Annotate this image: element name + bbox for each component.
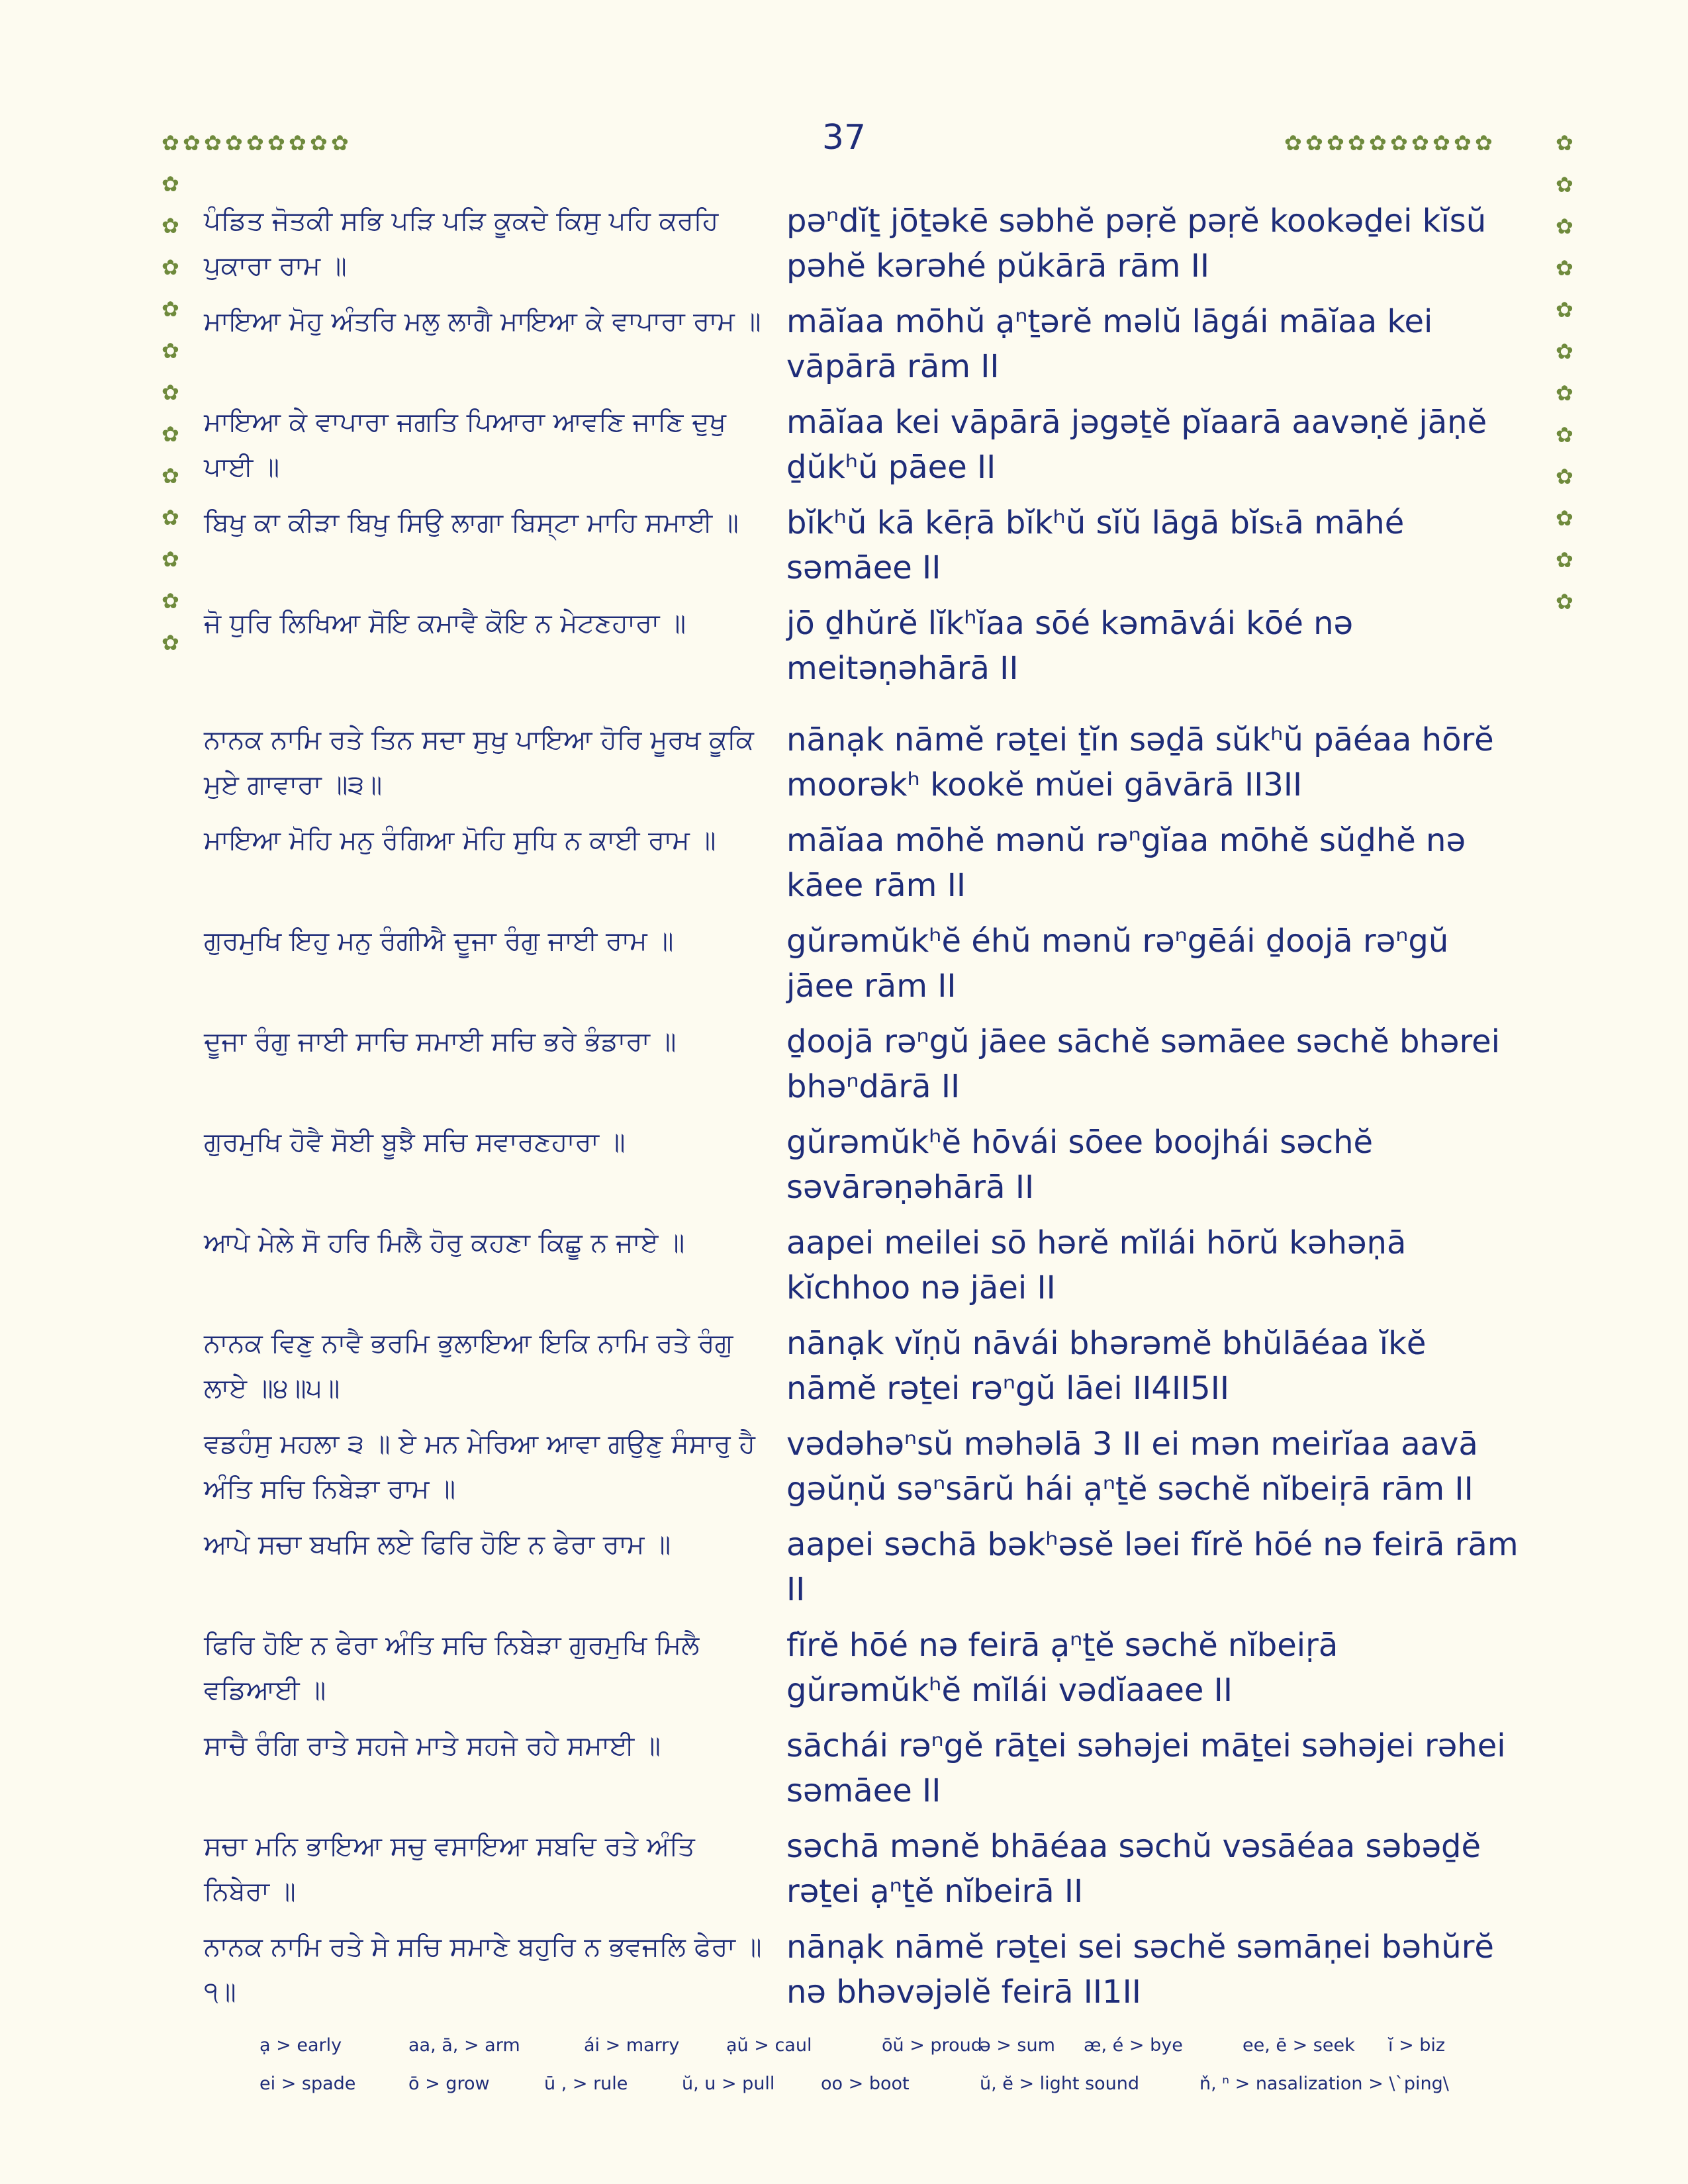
- gurmukhi-text: ਗੁਰਮੁਖਿ ਇਹੁ ਮਨੁ ਰੰਗੀਐ ਦੂਜਾ ਰੰਗੁ ਜਾਈ ਰਾਮ ॥: [204, 926, 674, 956]
- legend-item: ạ > early: [259, 2035, 342, 2056]
- transliteration-text: fĭrĕ hōé nə feirā ạⁿṯĕ səchĕ nĭbeiṛā gŭrəmŭkʰĕ mĭlái vədĭaaee II: [786, 1627, 1338, 1709]
- flower-ornament-icon: ✿: [1305, 130, 1323, 156]
- flower-ornament-icon: ✿: [204, 130, 222, 156]
- transliteration-text: aapei səchā bəkʰəsĕ ləei fĭrĕ hōé nə feirā rām II: [786, 1526, 1519, 1608]
- verse-row: [204, 1522, 1521, 1612]
- transliteration-text: māĭaa mōhŭ ạⁿṯərĕ məlŭ lāgái māĭaa kei vāpārā rām II: [786, 303, 1433, 385]
- verse-row: [204, 199, 1521, 289]
- gurmukhi-text: ਨਾਨਕ ਨਾਮਿ ਰਤੇ ਸੇ ਸਚਿ ਸਮਾਣੇ ਬਹੁਰਿ ਨ ਭਵਜਲਿ ਫੇਰਾ ॥੧॥: [204, 1932, 762, 2007]
- transliteration-text: gŭrəmŭkʰĕ hōvái sōee boojhái səchĕ səvārəṇəhārā II: [786, 1124, 1374, 1206]
- legend-item: ō > grow: [408, 2073, 490, 2094]
- legend-item: oo > boot: [821, 2073, 910, 2094]
- flower-ornament-icon: ✿: [162, 255, 179, 280]
- gurmukhi-text: ਮਾਇਆ ਮੋਹੁ ਅੰਤਰਿ ਮਲੁ ਲਾਗੈ ਮਾਇਆ ਕੇ ਵਾਪਾਰਾ ਰਾਮ ॥: [204, 306, 761, 337]
- flower-ornament-icon: ✿: [1556, 464, 1573, 489]
- transliteration-text: səchā mənĕ bhāéaa səchŭ vəsāéaa səbəḏĕ rəṯei ạⁿṯĕ nĭbeirā II: [786, 1828, 1481, 1910]
- gurmukhi-text: ਸਚਾ ਮਨਿ ਭਾਇਆ ਸਚੁ ਵਸਾਇਆ ਸਬਦਿ ਰਤੇ ਅੰਤਿ ਨਿਬੇਰਾ ॥: [204, 1831, 695, 1907]
- verse-row: [204, 601, 1521, 691]
- flower-ornament-icon: ✿: [225, 130, 243, 156]
- flower-ornament-icon: ✿: [331, 130, 349, 156]
- flower-ornament-icon: ✿: [1556, 297, 1573, 322]
- flower-ornament-icon: ✿: [267, 130, 285, 156]
- flower-ornament-icon: ✿: [162, 588, 179, 614]
- flower-ornament-icon: ✿: [1348, 130, 1366, 156]
- gurmukhi-text: ਦੂਜਾ ਰੰਗੁ ਜਾਈ ਸਾਚਿ ਸਮਾਈ ਸਚਿ ਭਰੇ ਭੰਡਾਰਾ ॥: [204, 1026, 677, 1057]
- flower-ornament-icon: ✿: [162, 422, 179, 447]
- verse-row: [204, 1824, 1521, 1914]
- verse-row: [204, 1623, 1521, 1713]
- transliteration-text: gŭrəmŭkʰĕ éhŭ mənŭ rəⁿgēái ḏoojā rəⁿgŭ jāee rām II: [786, 923, 1449, 1005]
- flower-ornament-icon: ✿: [1556, 381, 1573, 406]
- flower-ornament-icon: ✿: [1556, 506, 1573, 531]
- flower-ornament-icon: ✿: [246, 130, 264, 156]
- flower-ornament-icon: ✿: [1556, 422, 1573, 447]
- flower-ornament-icon: ✿: [162, 630, 179, 655]
- gurmukhi-text: ਫਿਰਿ ਹੋਇ ਨ ਫੇਰਾ ਅੰਤਿ ਸਚਿ ਨਿਬੇੜਾ ਗੁਰਮੁਖਿ ਮਿਲੈ ਵਡਿਆਈ ॥: [204, 1630, 700, 1706]
- flower-ornament-icon: ✿: [1556, 589, 1573, 614]
- page-number: 37: [821, 118, 867, 158]
- flower-ornament-icon: ✿: [1284, 130, 1302, 156]
- flower-ornament-icon: ✿: [162, 505, 179, 530]
- gurmukhi-text: ਆਪੇ ਸਚਾ ਬਖਸਿ ਲਏ ਫਿਰਿ ਹੋਇ ਨ ਫੇਰਾ ਰਾਮ ॥: [204, 1529, 671, 1560]
- flower-ornament-icon: ✿: [162, 171, 179, 197]
- flower-ornament-icon: ✿: [162, 296, 179, 322]
- legend-item: ōŭ > proud: [882, 2035, 982, 2056]
- transliteration-text: ḏoojā rəⁿgŭ jāee sāchĕ səmāee səchĕ bhərei bhəⁿdārā II: [786, 1023, 1500, 1105]
- legend-row: [259, 2073, 1517, 2112]
- verse-row: [204, 400, 1521, 490]
- verse-row: [204, 919, 1521, 1009]
- verse-row: [204, 1723, 1521, 1813]
- legend-item: ee, ē > seek: [1243, 2035, 1355, 2056]
- flower-ornament-icon: ✿: [1556, 255, 1573, 281]
- verse-row: [204, 1925, 1521, 2015]
- flower-ornament-icon: ✿: [1390, 130, 1408, 156]
- legend-item: ə > sum: [980, 2035, 1055, 2056]
- flower-ornament-icon: ✿: [1556, 130, 1573, 156]
- verse-row: [204, 1321, 1521, 1411]
- gurmukhi-text: ਵਡਹੰਸੁ ਮਹਲਾ ੩ ॥ ਏ ਮਨ ਮੇਰਿਆ ਆਵਾ ਗਉਣੁ ਸੰਸਾਰੁ ਹੈ ਅੰਤਿ ਸਚਿ ਨਿਬੇੜਾ ਰਾਮ ॥: [204, 1429, 755, 1504]
- legend-item: ái > marry: [584, 2035, 680, 2056]
- gurmukhi-text: ਜੋ ਧੁਰਿ ਲਿਖਿਆ ਸੋਇ ਕਮਾਵੈ ਕੋਇ ਨ ਮੇਟਣਹਾਰਾ ॥: [204, 608, 686, 639]
- legend-item: ū , > rule: [544, 2073, 628, 2094]
- transliteration-text: māĭaa kei vāpārā jəgəṯĕ pĭaarā aavəṇĕ jāṇĕ ḏŭkʰŭ pāee II: [786, 404, 1487, 486]
- verse-row: [204, 1422, 1521, 1512]
- verse-row: [204, 717, 1521, 807]
- verse-table: [204, 199, 1521, 2015]
- gurmukhi-text: ਆਪੇ ਮੇਲੇ ਸੋ ਹਰਿ ਮਿਲੈ ਹੋਰੁ ਕਹਣਾ ਕਿਛੂ ਨ ਜਾਏ ॥: [204, 1228, 685, 1258]
- legend-item: ŭ, ĕ > light sound: [980, 2073, 1140, 2094]
- gurmukhi-text: ਪੰਡਿਤ ਜੋਤਕੀ ਸਭਿ ਪੜਿ ਪੜਿ ਕੂਕਦੇ ਕਿਸੁ ਪਹਿ ਕਰਹਿ ਪੁਕਾਰਾ ਰਾਮ ॥: [204, 206, 719, 281]
- legend-item: aa, ā, > arm: [408, 2035, 520, 2056]
- transliteration-text: aapei meilei sō hərĕ mĭlái hōrŭ kəhəṇā kĭchhoo nə jāei II: [786, 1224, 1407, 1306]
- legend-item: ạŭ > caul: [726, 2035, 812, 2056]
- gurmukhi-text: ਨਾਨਕ ਨਾਮਿ ਰਤੇ ਤਿਨ ਸਦਾ ਸੁਖੁ ਪਾਇਆ ਹੋਰਿ ਮੂਰਖ ਕੂਕਿ ਮੁਏ ਗਾਵਾਰਾ ॥੩॥: [204, 725, 754, 800]
- gurmukhi-text: ਗੁਰਮੁਖਿ ਹੋਵੈ ਸੋਈ ਬੂਝੈ ਸਚਿ ਸਵਾਰਣਹਾਰਾ ॥: [204, 1127, 626, 1158]
- flower-ornament-icon: ✿: [162, 213, 179, 238]
- flower-ornament-icon: ✿: [1369, 130, 1387, 156]
- flower-ornament-icon: ✿: [162, 463, 179, 488]
- transliteration-text: nānạk nāmĕ rəṯei ṯĭn səḏā sŭkʰŭ pāéaa hōrĕ moorəkʰ kookĕ mŭei gāvārā II3II: [786, 721, 1494, 803]
- flower-ornament-icon: ✿: [1556, 172, 1573, 197]
- flower-ornament-icon: ✿: [1411, 130, 1429, 156]
- flower-ornament-icon: ✿: [1454, 130, 1472, 156]
- legend-item: ei > spade: [259, 2073, 356, 2094]
- transliteration-text: māĭaa mōhĕ mənŭ rəⁿgĭaa mōhĕ sŭḏhĕ nə kāee rām II: [786, 822, 1466, 904]
- flower-ornament-icon: ✿: [162, 130, 179, 156]
- flower-ornament-icon: ✿: [1556, 214, 1573, 239]
- transliteration-text: bĭkʰŭ kā kēṛā bĭkʰŭ sĭŭ lāgā bĭsₜā māhé səmāee II: [786, 504, 1405, 586]
- flower-ornament-icon: ✿: [1556, 339, 1573, 364]
- legend-item: ŭ, u > pull: [682, 2073, 775, 2094]
- flower-ornament-icon: ✿: [162, 338, 179, 363]
- gurmukhi-text: ਮਾਇਆ ਮੋਹਿ ਮਨੁ ਰੰਗਿਆ ਮੋਹਿ ਸੁਧਿ ਨ ਕਾਈ ਰਾਮ ॥: [204, 825, 716, 856]
- flower-ornament-icon: ✿: [1556, 547, 1573, 572]
- flower-ornament-icon: ✿: [162, 380, 179, 405]
- flower-ornament-icon: ✿: [1327, 130, 1344, 156]
- legend-item: æ, é > bye: [1084, 2035, 1183, 2056]
- transliteration-text: vədəhəⁿsŭ məhəlā 3 II ei mən meirĭaa aavā gəŭṇŭ səⁿsārŭ hái ạⁿṯĕ səchĕ nĭbeiṛā rām II: [786, 1426, 1478, 1508]
- verse-row: [204, 1220, 1521, 1310]
- flower-ornament-icon: ✿: [310, 130, 328, 156]
- gurmukhi-text: ਬਿਖੁ ਕਾ ਕੀੜਾ ਬਿਖੁ ਸਿਉ ਲਾਗਾ ਬਿਸ੍ਟਾ ਮਾਹਿ ਸਮਾਈ ॥: [204, 508, 739, 538]
- flower-ornament-icon: ✿: [1475, 130, 1493, 156]
- flower-ornament-icon: ✿: [183, 130, 201, 156]
- verse-row: [204, 299, 1521, 389]
- verse-row: [204, 500, 1521, 590]
- flower-ornament-icon: ✿: [162, 547, 179, 572]
- flower-ornament-icon: ✿: [1432, 130, 1450, 156]
- gurmukhi-text: ਨਾਨਕ ਵਿਣੁ ਨਾਵੈ ਭਰਮਿ ਭੁਲਾਇਆ ਇਕਿ ਨਾਮਿ ਰਤੇ ਰੰਗੁ ਲਾਏ ॥੪॥੫॥: [204, 1328, 733, 1404]
- verse-row: [204, 818, 1521, 908]
- transliteration-text: sāchái rəⁿgĕ rāṯei səhəjei māṯei səhəjei rəhei səmāee II: [786, 1727, 1506, 1809]
- gurmukhi-text: ਸਾਚੈ ਰੰਗਿ ਰਾਤੇ ਸਹਜੇ ਮਾਤੇ ਸਹਜੇ ਰਹੇ ਸਮਾਈ ॥: [204, 1731, 661, 1761]
- flower-ornament-icon: ✿: [289, 130, 306, 156]
- gurmukhi-text: ਮਾਇਆ ਕੇ ਵਾਪਾਰਾ ਜਗਤਿ ਪਿਆਰਾ ਆਵਣਿ ਜਾਣਿ ਦੁਖੁ ਪਾਈ ॥: [204, 407, 726, 482]
- legend-item: ň, ⁿ > nasalization > \`ping\: [1199, 2073, 1449, 2094]
- transliteration-text: pəⁿdĭṯ jōṯəkē səbhĕ pəṛĕ pəṛĕ kookəḏei kĭsŭ pəhĕ kərəhé pŭkārā rām II: [786, 203, 1487, 285]
- transliteration-text: jō ḏhŭrĕ lĭkʰĭaa sōé kəmāvái kōé nə meitəṇəhārā II: [786, 605, 1354, 687]
- legend-row: [259, 2035, 1517, 2073]
- verse-row: [204, 1120, 1521, 1210]
- transliteration-text: nānạk vĭṇŭ nāvái bhərəmĕ bhŭlāéaa ĭkĕ nāmĕ rəṯei rəⁿgŭ lāei II4II5II: [786, 1325, 1427, 1407]
- pronunciation-legend: [259, 2035, 1517, 2112]
- legend-item: ĭ > biz: [1388, 2035, 1446, 2056]
- verse-row: [204, 1019, 1521, 1109]
- transliteration-text: nānạk nāmĕ rəṯei sei səchĕ səmāṇei bəhŭrĕ nə bhəvəjəlĕ feirā II1II: [786, 1929, 1494, 2011]
